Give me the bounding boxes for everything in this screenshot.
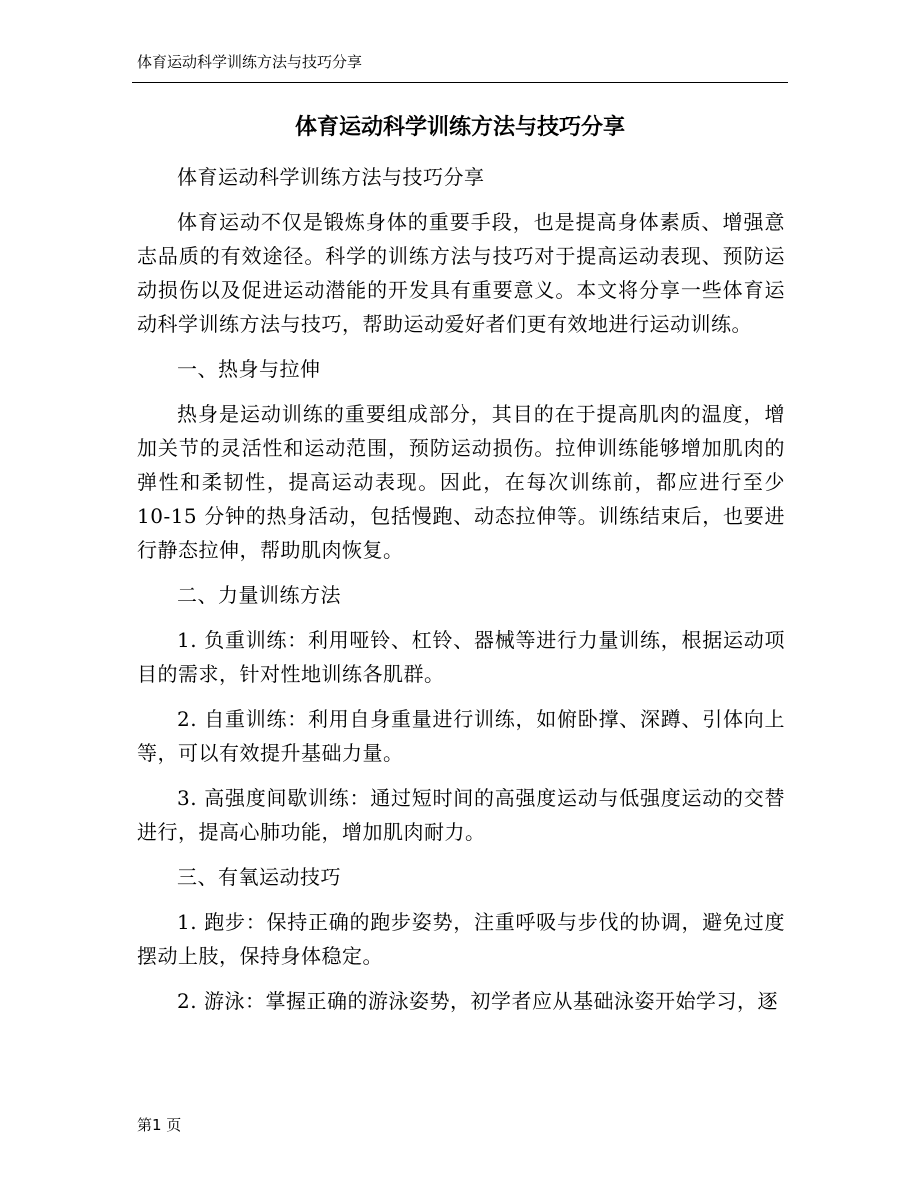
section-heading-warmup: 一、热身与拉伸 <box>177 357 321 381</box>
section-heading-aerobic: 三、有氧运动技巧 <box>177 865 341 889</box>
header-divider <box>132 82 788 83</box>
subtitle-paragraph: 体育运动科学训练方法与技巧分享 <box>177 165 485 189</box>
list-item: 3. 高强度间歇训练：通过短时间的高强度运动与低强度运动的交替进行，提高心肺功能，增加肌肉耐力。 <box>137 786 785 844</box>
warmup-paragraph: 热身是运动训练的重要组成部分，其目的在于提高肌肉的温度，增加关节的灵活性和运动范围，预防运动损伤。拉伸训练能够增加肌肉的弹性和柔韧性，提高运动表现。因此，在每次训练前，都应进行至少 10-15 分钟的热身活动，包括慢跑、动态拉伸等。训练结束后，也要进行静态拉伸，帮助肌肉恢复。 <box>137 402 785 562</box>
page-number: 第1 页 <box>137 1116 182 1134</box>
list-item: 1. 负重训练：利用哑铃、杠铃、器械等进行力量训练，根据运动项目的需求，针对性地训练各肌群。 <box>137 628 785 686</box>
list-item: 2. 自重训练：利用自身重量进行训练，如俯卧撑、深蹲、引体向上等，可以有效提升基础力量。 <box>137 707 785 765</box>
list-item: 1. 跑步：保持正确的跑步姿势，注重呼吸与步伐的协调，避免过度摆动上肢，保持身体稳定。 <box>137 910 785 968</box>
intro-paragraph: 体育运动不仅是锻炼身体的重要手段，也是提高身体素质、增强意志品质的有效途径。科学的训练方法与技巧对于提高运动表现、预防运动损伤以及促进运动潜能的开发具有重要意义。本文将分享一些体育运动科学训练方法与技巧，帮助运动爱好者们更有效地进行运动训练。 <box>137 210 785 336</box>
document-body <box>137 160 785 1029</box>
document-title: 体育运动科学训练方法与技巧分享 <box>294 115 625 140</box>
section-heading-strength: 二、力量训练方法 <box>177 583 341 607</box>
list-item: 2. 游泳：掌握正确的游泳姿势，初学者应从基础泳姿开始学习，逐 <box>177 989 778 1013</box>
running-header: 体育运动科学训练方法与技巧分享 <box>137 53 363 71</box>
